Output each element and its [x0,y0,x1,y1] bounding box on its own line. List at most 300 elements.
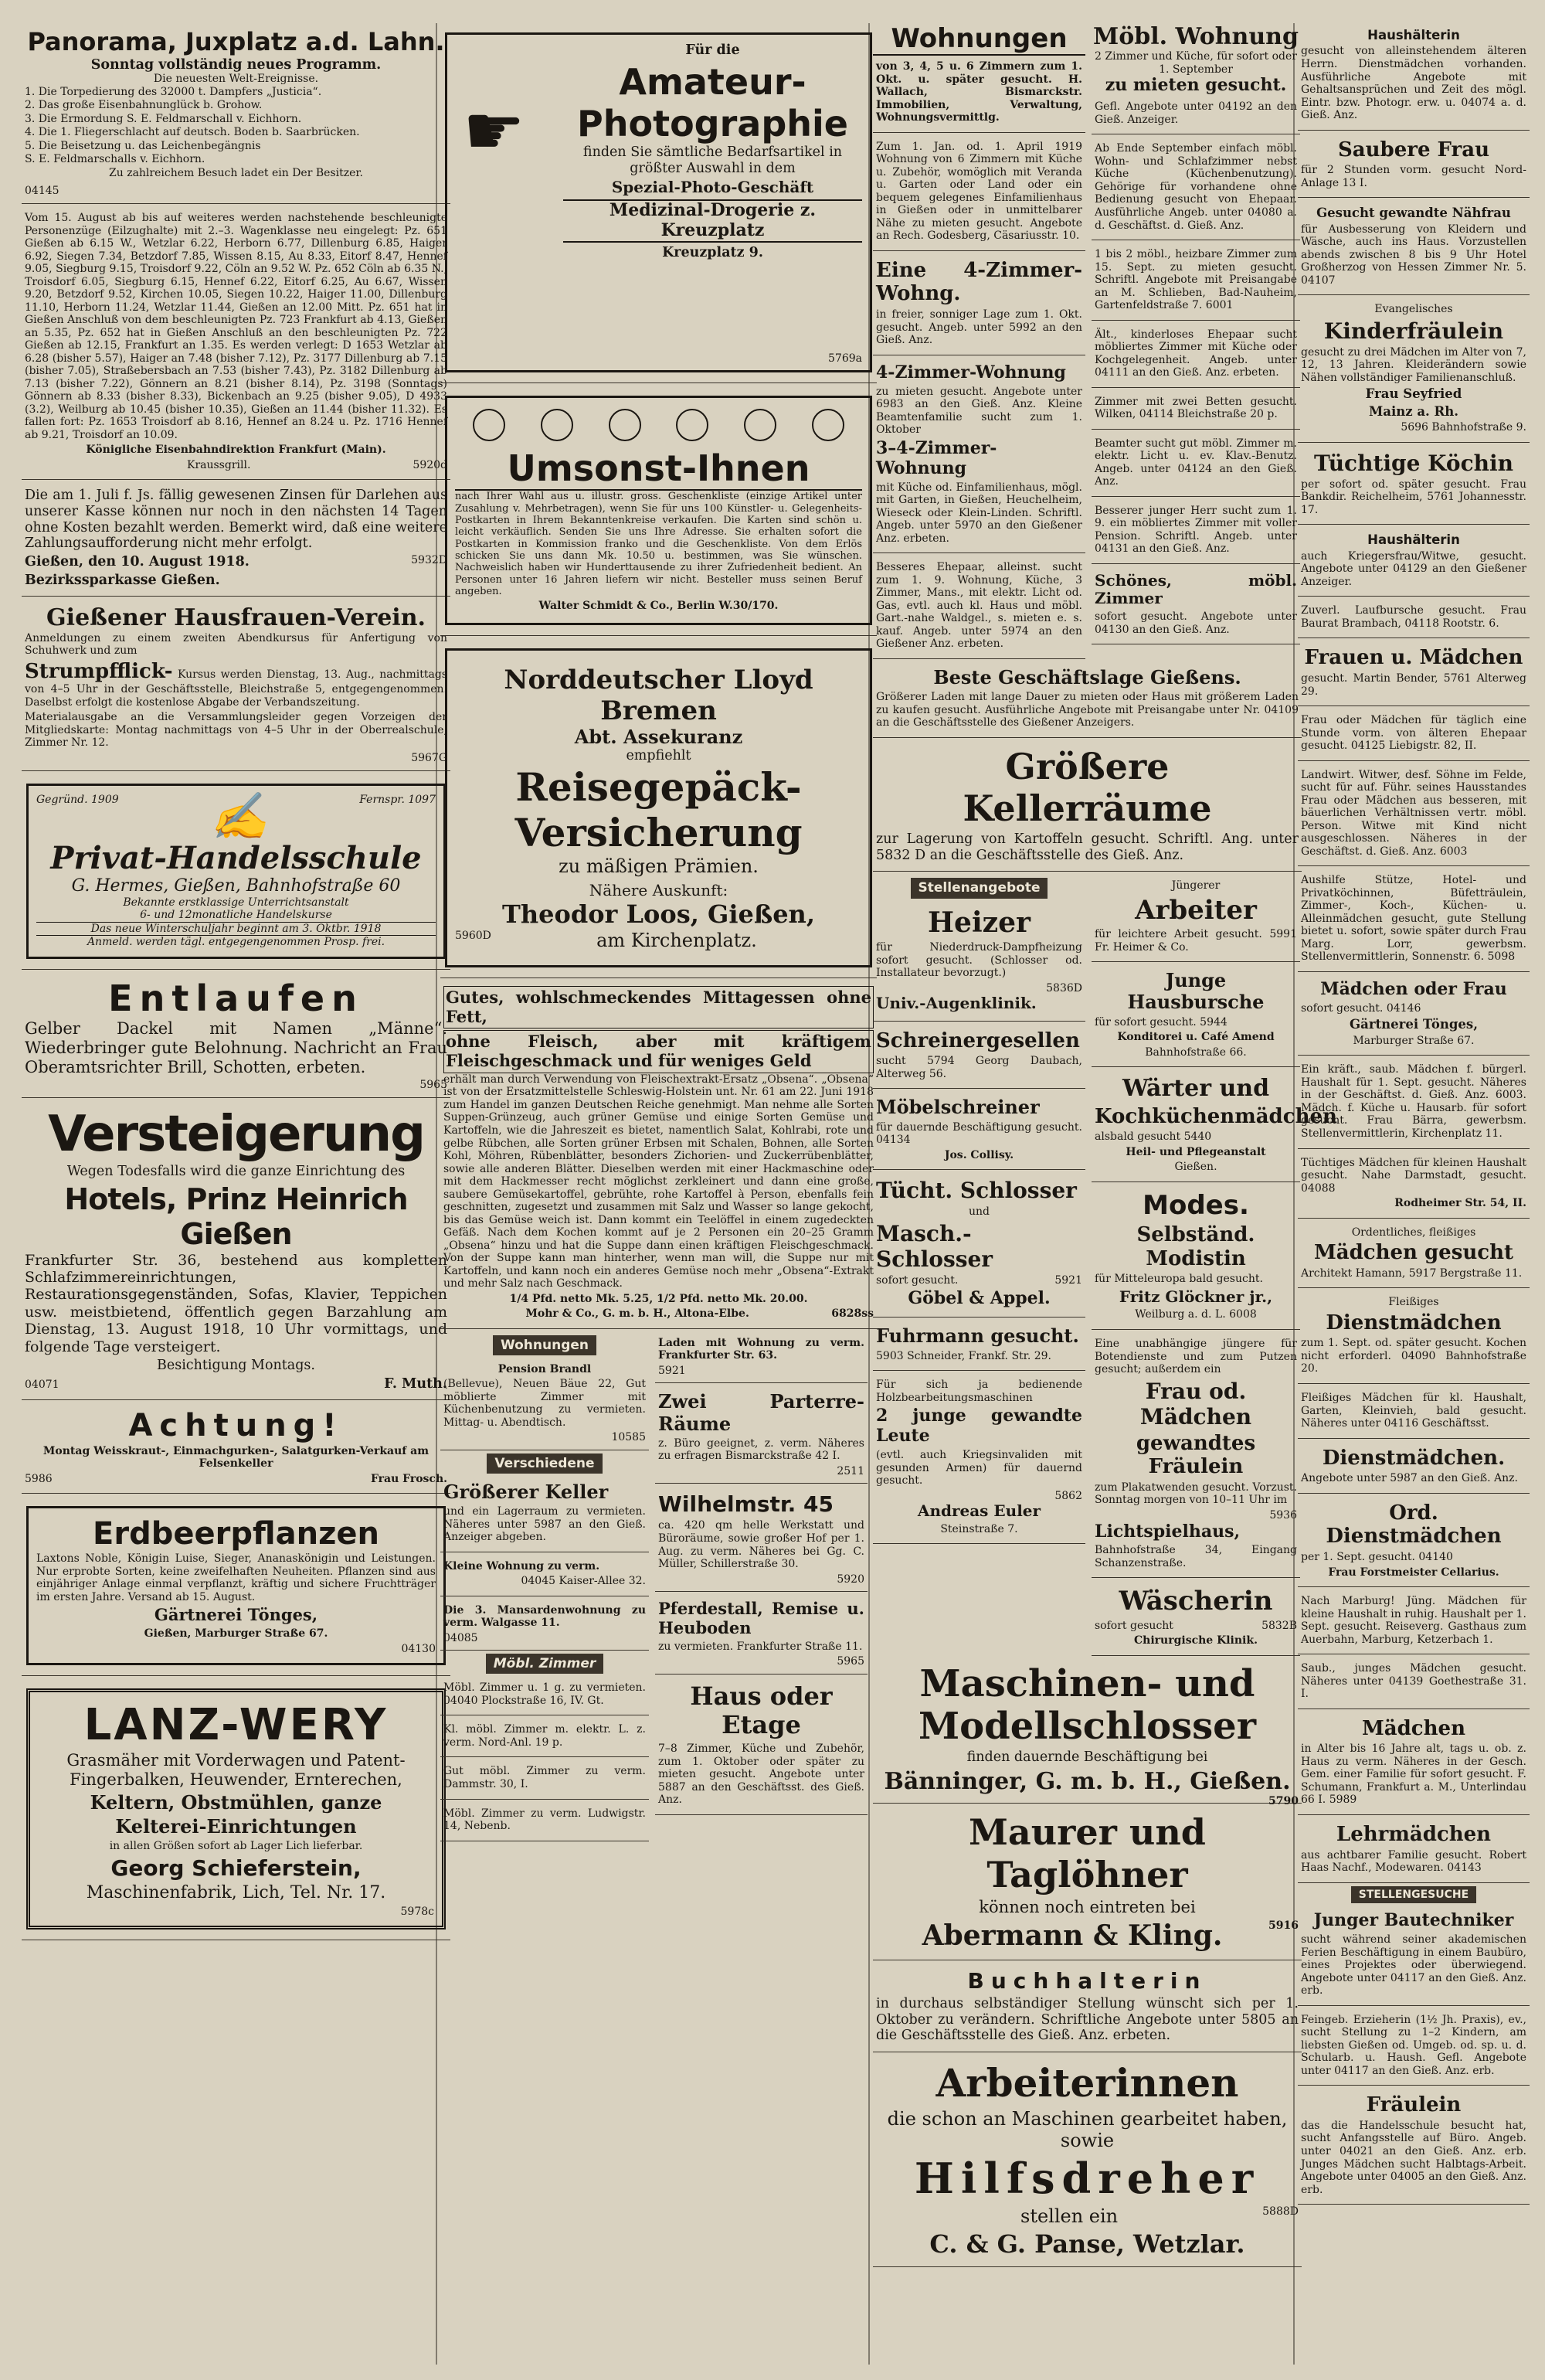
ad-title: Maschinen- und [919,1661,1255,1705]
ad-frau-stunde [1298,709,1530,761]
ad-text: Gelber Dackel mit Namen „Männe“. Wiederbringer gute Belohnung. Nachricht an Frau Oberamtsrichter Brill, Schotten, erbeten. [25,1018,447,1076]
ad-ref: 5862 [1054,1489,1082,1502]
ad-achtung [22,1403,450,1494]
ad-entlaufen [22,973,450,1098]
ad-maurer [873,1807,1302,1960]
ad-text: gesucht von alleinstehendem älteren Herrn. Dienstmädchen vorhanden. Ausführliche Angebote mit Gehaltsansprüchen und Zeit des mögl. Eintr. bzw. Photogr. erw. u. 04074 a. d. Gieß. Anz. [1301,45,1526,122]
ad-text: Ein kräft., saub. Mädchen f. bürgerl. Haushalt für 1. Sept. gesucht. Näheres in der Geschäftst. d. Gieß. Anz. 6003. Mädch. f. Küche u. Hausarb. für sofort gesucht. Frau Bärra, gewerbsm. Stellenvermittlerin, Kirchenplatz 11. [1301,1063,1526,1140]
ad-text: ca. 420 qm helle Werkstatt und Büroräume, sowie großer Hof per 1. Aug. zu verm. Näheres bei Gg. C. Müller, Schillerstraße 30. [658,1519,864,1571]
ad-title: Kleine Wohnung zu verm. [443,1559,600,1572]
ad-text: finden dauernde Beschäftigung bei [966,1749,1208,1766]
ad-arbeiterinnen [873,2055,1302,2267]
column-3 [873,23,1337,2365]
ad-text: können noch eintreten bei [979,1897,1196,1916]
ad-title: Buchhalterin [967,1968,1207,1994]
ad-wohnung [1092,324,1300,388]
ad-sign: Abermann & Kling. [922,1919,1223,1952]
ad-text: Besseres Ehepaar, alleinst. sucht zum 1. 9. Wohnung, Küche, 3 Zimmer, Mans., mit elektr. Licht od. Gas, evtl. auch kl. Haus und möbl. Gart.-nahe Waldgel., s. mieten e. s. kauf. Angeb. unter 5974 an den Gießener Anz. erbeten. [876,561,1082,651]
ad-text: Gießen. [1174,1161,1217,1174]
ad-text: zu mieten gesucht. Angebote unter 6983 an den Gieß. Anz. Kleine Beamtenfamilie sucht zum 1. Oktober [876,385,1082,437]
ad-schreiner [873,1025,1085,1090]
ad-text: Fleißiges Mädchen für kl. Haushalt, Garten, Kleinvieh, bald gesucht. Näheres unter 04116 Geschäftsst. [1301,1392,1526,1430]
ad-handelsschule [22,774,450,970]
purse-icon [609,409,641,441]
ad-date: Gießen, den 10. August 1918. [25,554,250,570]
ad-title: Saubere Frau [1338,138,1489,162]
ad-text: Beamter sucht gut möbl. Zimmer m. elektr. Licht u. ev. Klav.-Benutz. Angeb. unter 04124 an den Gieß. Anz. [1095,437,1297,488]
section-header: Stellenangebote [911,878,1048,898]
ad-sign: Gärtnerei Tönges, [1350,1017,1478,1032]
ad-text: Nähere Auskunft: [589,881,728,900]
necklace-icon [812,409,844,441]
ad-title: Modes. [1143,1189,1249,1221]
ad-frau-maedchen [1092,1333,1300,1578]
ad-title: Pension Brandl [497,1362,592,1375]
ad-text: Zuverl. Laufbursche gesucht. Frau Baurat Brambach, 04118 Rootstr. 6. [1301,604,1526,630]
ad-buchhalterin [873,1964,1302,2052]
ad-text: für sofort gesucht. 5944 [1095,1015,1228,1028]
ad-text: Abt. Assekuranz [574,725,743,748]
ad-title: Reisegepäck- [515,763,802,810]
ad-title: Modellschlosser [919,1705,1256,1749]
ad-wohnung [873,254,1085,355]
ad-holz [873,1374,1085,1544]
ad-text: Laxtons Noble, Königin Luise, Sieger, Ananaskönigin und Leistungen. Nur erprobte Sorten, keine zweifelhaften Neuheiten. Pflanzen sind aus einjähriger Anlage einmal verpflanzt, kräftig und sichere Fruchtträger im ersten Jahre. Versand ab 15. August. [36,1552,436,1603]
ad-text: sofort gesucht. [876,1273,959,1287]
ad-title: Größere Kellerräume [963,745,1212,829]
ad-title: Frauen u. Mädchen [1304,646,1523,670]
ad-sign: Mohr & Co., G. m. b. H., Altona-Elbe. [525,1307,749,1321]
ad-text: in durchaus selbständiger Stellung wünscht sich per 1. Oktober zu verändern. Schriftliche Angebote unter 5805 an die Geschäftsstelle des Gieß. Anz. erbeten. [876,1996,1299,2044]
ad-title: Arbeiterinnen [935,2059,1239,2106]
ad-heizer [873,902,1085,1022]
ad-moebl-zimmer [440,1677,649,1715]
ad-sign: Mainz a. Rh. [1369,403,1458,419]
ad-text: Ält., kinderloses Ehepaar sucht möbliertes Zimmer mit Küche oder Kochgelegenheit. Angeb. unter 04111 an den Gieß. Anz. erbeten. [1095,328,1297,379]
ad-text: für 2 Stunden vorm. gesucht Nord-Anlage 13 I. [1301,164,1526,189]
ad-naehfrau [1298,201,1530,295]
ad-sign: Frau Frosch. [370,1472,447,1485]
ad-title: Maurer und Taglöhner [969,1811,1206,1896]
ad-text: Montag Weisskraut-, Einmachgurken-, Salatgurken-Verkauf am Felsenkeller [42,1444,430,1470]
ad-title: Versicherung [514,809,803,855]
ad-text: und ein Lagerraum zu vermieten. Näheres unter 5987 an den Gieß. Anzeiger abgeben. [443,1505,646,1544]
ad-text: gesucht. Martin Bender, 5761 Alterweg 29. [1301,672,1526,698]
ad-text: zum 1. Sept. od. später gesucht. Kochen nicht erforderl. 04090 Bahnhofstraße 20. [1301,1337,1526,1375]
ad-text: erhält man durch Verwendung von Fleischextrakt-Ersatz „Obsena“. „Obsena“ ist von der Ersatzmittelstelle Schleswig-Holstein unt. Nr. 61 am 22. Juni 1918 zum Handel im ganzen Deutschen Reiche genehmigt. Man nehme alle Sorten Suppen-Grünzeug, auch grüner Gemüse und einige Sorten Gemüse und Kartoffeln, wie die Jahreszeit es bietet, namentlich Salat, Kohlrabi, rote und gelbe Rübchen, alle Sorten grüner Erbsen mit Schalen, Bohnen, alle Sorten Kohl, Möhren, Rübenblätter, besonders Zichorien- und Zuckerrübenblätter, sowie alle anderen Blätter. Dieselben werden mit einer Hackmaschine oder mit dem Hackmesser recht möglichst zerkleinert und dann eine große, saubere Gemüsekartoffel, gebrühte, rohe Kartoffel à Person, ebenfalls fein geschnitten, zugesetzt und zusammen mit Salz und Wasser so lange gekocht, bis das Gemüse weich ist. Dann kommt ein Teelöffel in einem zugedeckten Gefäß. Nach dem Kochen kommt auf je 2 Personen ein 20–25 Gramm „Obsena“ hinzu und hat die Suppe dann einen kräftigen Fleischgeschmack. Von der Suppe kann man hinterher, wenn man will, die Suppe nur mit Kartoffeln, und kann noch ein anderes Gemüse noch mehr „Obsena“-Extrakt und mehr Salz nach Geschmack. [443,1073,874,1290]
ad-text: Möbl. Zimmer zu verm. Ludwigstr. 14, Nebenb. [443,1807,646,1833]
ad-keller [440,1477,649,1552]
ad-text: Vom 15. August ab bis auf weiteres werden nachstehende beschleunigte Personenzüge (Eilzughalte) mit 2.–3. Wagenklasse neu eingelegt: Pz. 651 Gießen ab 6.15 W., Wetzlar 6.22, Herborn 6.77, Dillenburg 6.85, Haiger 6.92, Siegen 7.34, Betzdorf 7.85, Wissen 8.15, Au 8.33, Eitorf 8.47, Hennef 9.05, Siegburg 9.15, Troisdorf 9.22, Cöln an 9.52 W. Pz. 652 Cöln ab 6.35 N., Troisdorf 6.05, Siegburg 6.15, Hennef 6.22, Eitorf 6.25, Au 6.67, Wissen 9.20, Betzdorf 9.52, Kirchen 10.05, Siegen 10.22, Haiger 11.00, Dillenburg 11.10, Herborn 11.24, Wetzlar 11.44, Gießen an 12.00 Mitt. Pz. 651 hat in Gießen Anschluß von dem beschleunigten Pz. 723 Frankfurt ab 4.13, Gießen an 5.35, Pz. 652 hat in Gießen Anschluß an den beschleunigten Pz. 722 Gießen ab 12.15, Frankfurt an 1.35. Es werden verlegt: D 1653 Wetzlar ab 6.28 (bisher 5.57), Haiger an 7.48 (bisher 7.12), Pz. 3177 Dillenburg ab 7.15 (bisher 7.05), Straßebersbach an 7.53 (bisher 7.43), Pz. 3182 Dillenburg ab 7.13 (bisher 7.22), Gönnern an 8.21 (bisher 8.14), Pz. 3198 (Sonntags) Gönnern ab 8.33 (bisher 8.33), Bickenbach an 9.25 (bisher 9.05), D 4933 (3.2), Weilburg ab 10.45 (bisher 10.35), Gießen an 11.44 (bisher 11.32). Es fallen fort: Pz. 1653 Troisdorf ab 8.16, Hennef an 8.24 u. Pz. 1716 Hennef ab 9.21, Troisdorf an 10.09. [25,212,447,441]
ad-ref: 04085 [443,1631,478,1644]
ad-sign: Georg Schieferstein, [110,1855,362,1881]
ad-ref: 10585 [611,1431,646,1444]
ad-text: 7–8 Zimmer, Küche und Zubehör, zum 1. Oktober oder später zu mieten gesucht. Angebote unter 5887 an den Geschäftsst. des Gieß. Anz. [658,1742,864,1807]
ad-waescherin [1092,1581,1300,1655]
ad-keyword: Strumpfflick- [25,659,173,683]
ad-text: sucht während seiner akademischen Ferien Beschäftigung in einem Baubüro, eines Projektes oder überwiegend. Angebote unter 04117 an den Gieß. Anz. erb. [1301,1933,1526,1998]
ad-text: Gegründ. 1909 [36,793,119,806]
ad-title: gewandtes Fräulein [1136,1431,1256,1479]
ad-title: Größerer Keller [443,1480,609,1503]
ad-ref: 5916 [1268,1919,1299,1932]
ad-text: Nach Marburg! Jüng. Mädchen für kleine Haushalt in ruhig. Haushalt per 1. Sept. gesucht. Reiseverg. Gasthaus zum Auerbahn, Marburg, Ketzerbach 1. [1301,1595,1526,1646]
section-header: Möbl. Zimmer [486,1654,603,1674]
ad-saubere-frau [1298,134,1530,199]
ad-title: Achtung! [128,1408,344,1444]
ad-pferdestall [655,1595,868,1674]
ad-text: Tüchtiges Mädchen für kleinen Haushalt gesucht. Nahe Darmstadt, gesucht. 04088 [1301,1156,1526,1195]
ad-text: Kelterei-Einrichtungen [115,1815,357,1838]
ad-text: empfiehlt [626,748,691,764]
ad-sign: Königliche Eisenbahndirektion Frankfurt (Main). [86,444,386,457]
ad-sign: Kraussgrill. [186,458,251,471]
quill-hand-icon: ✍ [210,789,268,844]
column-1 [22,23,450,2365]
ad-title: Arbeiter [1135,895,1257,926]
ad-title: Haushälterin [1367,532,1460,548]
ad-text: Kreuzplatz 9. [662,244,763,260]
ad-eisenbahn [22,207,450,480]
ad-text: und [969,1205,990,1219]
ad-title: Fuhrmann gesucht. [876,1324,1079,1348]
ad-title: Masch.-Schlosser [876,1220,993,1272]
ad-text: Gießen, Marburger Straße 67. [144,1627,328,1640]
ad-title: Eine 4-Zimmer-Wohng. [876,258,1082,306]
ad-ref: 6828ss [831,1307,874,1321]
ad-title: Haushälterin [1367,28,1460,42]
list-item: 2. Das große Eisenbahnunglück b. Grohow. [25,99,263,112]
ad-text: Angebote unter 5987 an den Gieß. Anz. [1301,1472,1518,1485]
ad-koechin [1298,446,1530,525]
ad-text: zur Lagerung von Kartoffeln gesucht. Schriftl. Ang. unter 5832 D an die Geschäftsstelle des Gieß. Anz. [876,831,1299,863]
ad-text: z. Büro geeignet, z. verm. Näheres zu erfragen Bismarckstraße 42 I. [658,1436,864,1463]
ad-title: Erdbeerpflanzen [93,1516,379,1552]
ad-text: Anmeld. werden tägl. entgegengenommen Prosp. frei. [87,936,385,949]
ad-ref: 5888D [1262,2205,1299,2218]
ad-ref: 5790 [1268,1795,1299,1808]
ad-text: Bekannte erstklassige Unterrichtsanstalt [123,896,349,909]
ad-ref: 5965 [419,1079,447,1092]
ad-wohnung [873,556,1085,659]
ad-versteigerung [22,1101,450,1401]
ad-title: Dienstmädchen [1326,1311,1502,1334]
ad-text: Grasmäher mit Vorderwagen und Patent-Fingerbalken, Heuwender, Ernterechen, [66,1751,406,1789]
ad-laden [655,1332,868,1384]
ad-ref: 5920 [837,1572,864,1586]
pointing-hand-icon: ☛ [463,90,525,172]
ad-title: Gießener Hausfrauen-Verein. [46,604,426,632]
ad-text: 1/4 Pfd. netto Mk. 5.25, 1/2 Pfd. netto Mk. 20.00. [509,1292,808,1305]
ad-subtitle: Sonntag vollständig neues Programm. [90,56,382,73]
ad-ref: 6008 [1229,1308,1257,1321]
ad-title: Laden mit Wohnung zu verm. Frankfurter Str. 63. [658,1336,864,1362]
ad-text: Gefl. Angebote unter 04192 an den Gieß. Anzeiger. [1095,100,1297,126]
ad-title: Mädchen oder Frau [1320,978,1507,999]
ad-text: Anmeldungen zu einem zweiten Abendkursus für Anfertigung von Schuhwerk und zum [25,631,447,658]
ad-title: Hilfsdreher [914,2153,1261,2203]
ad-title: Versteigerung [48,1105,424,1163]
ad-text: Für sich ja bedienende Holzbearbeitungsmaschinen [876,1379,1082,1404]
ad-geschaeftslage [873,662,1302,738]
ad-title: Tücht. Schlosser [876,1178,1077,1204]
ad-kellerraeume [873,741,1302,872]
ad-title: Entlaufen [108,977,364,1019]
ad-lehrmaedchen [1298,1818,1530,1883]
ad-ref: 5769a [828,352,862,366]
ad-title: Mädchen gesucht [1313,1241,1514,1265]
ad-ref: 5986 [25,1472,53,1485]
ad-text: sofort gesucht [1095,1619,1173,1632]
ad-title: LANZ-WERY [83,1700,389,1751]
ad-title: Bremen [600,695,717,726]
ad-dienstmaedchen [1298,1442,1530,1494]
mandolin-icon [676,409,708,441]
ad-text: für leichtere Arbeit gesucht. 5991 Fr. Heimer & Co. [1095,928,1297,954]
ad-moebl-zimmer [440,1803,649,1841]
ad-text: zu mieten gesucht. [1105,75,1287,96]
ad-title: 3–4-Zimmer-Wohnung [876,437,997,478]
ad-maedchen [1298,1658,1530,1709]
ad-title: Lehrmädchen [1336,1822,1492,1846]
ad-wohnung [1092,96,1300,134]
list-item: 1. Die Torpedierung des 32000 t. Dampfers „Justicia“. [25,85,322,98]
ad-title: Fräulein [1366,2093,1462,2117]
ad-title: Gesucht gewandte Nähfrau [1316,206,1511,221]
list-item: 3. Die Ermordung S. E. Feldmarschall v. Eichhorn. [25,112,302,125]
ad-text: Zimmer mit zwei Betten gesucht. Wilken, 04114 Bleichstraße 20 p. [1095,395,1297,421]
ad-sparkasse [22,483,450,597]
ad-text: zum Plakatwenden gesucht. Vorzust. Sonntag morgen von 10–11 Uhr im [1095,1481,1297,1507]
ad-sign: Göbel & Appel. [908,1288,1051,1309]
ad-ref: 5936 [1269,1508,1297,1522]
ad-haushaelterin [1298,528,1530,597]
ad-text: Zu zahlreichem Besuch ladet ein Der Besitzer. [109,167,363,179]
ad-marburg [1298,1590,1530,1654]
ad-title: Mädchen [1362,1716,1465,1740]
ad-title: Amateur- [619,60,806,103]
ad-maedchen [1298,1152,1530,1219]
ad-text: Fernspr. 1097 [359,793,436,806]
ad-text: in freier, sonniger Lage zum 1. Okt. gesucht. Angeb. unter 5992 an den Gieß. Anz. [876,308,1082,347]
ad-mittagessen [440,981,877,1329]
ad-text: Wegen Todesfalls wird die ganze Einrichtung des [66,1164,406,1180]
ad-text: von 3, 4, 5 u. 6 Zimmern zum 1. Okt. u. später gesucht. H. Wallach, Bismarckstr. Immobilien, Verwaltung, Wohnungsvermittlg. [876,60,1082,124]
ad-text: für Niederdruck-Dampfheizung sofort gesucht. (Schlosser od. Installateur bevorzugt.) [876,941,1082,980]
ad-text: Materialausgabe an die Versammlungsleider gegen Vorzeigen der Mitgliedskarte: Montag nachmittags von 4–5 Uhr in der Oberrealschule, Zimmer Nr. 12. [25,711,447,750]
ad-text: Spezial-Photo-Geschäft [611,178,814,197]
ad-text: G. Hermes, Gießen, Bahnhofstraße 60 [71,876,401,896]
ad-text: Aushilfe Stütze, Hotel- und Privatköchinnen, Büfetträulein, Zimmer-, Koch-, Küchen- u. Alleinmädchen gesucht, gute Stellung bietet u. sofort, sowie später durch Frau Marg. Lorr, gewerbsm. Stellenvermittlerin, Sonnenstr. 6. 5098 [1301,874,1526,964]
ad-erdbeerpflanzen [22,1497,450,1676]
ad-title: Panorama, Juxplatz a.d. Lahn. [27,27,445,56]
ad-text: (Bellevue), Neuen Bäue 22, Gut möblierte Zimmer mit Küchenbenutzung zu vermieten. Mittag- u. Abendtisch. [443,1378,646,1429]
ad-text: Eine unabhängige jüngere für Botendienste und zum Putzen gesucht; außerdem ein [1095,1338,1297,1376]
ad-bautechniker [1298,1906,1530,2006]
ad-title: Umsonst-Ihnen [455,447,862,491]
ad-sign: C. & G. Panse, Wetzlar. [929,2229,1245,2259]
ad-ref: 04130 [401,1642,436,1655]
list-item: S. E. Feldmarschalls v. Eichhorn. [25,153,205,166]
ad-text: sucht 5794 Georg Daubach, Alterweg 56. [876,1055,1082,1080]
ad-text: Jüngerer [1171,879,1221,892]
list-item: 5. Die Beisetzung u. das Leichenbegängnis [25,139,261,152]
ad-ref: 5932D [411,554,447,567]
ad-title: Beste Geschäftslage Gießens. [933,665,1241,688]
column-4 [1298,23,1530,2365]
ad-title: Zwei Parterre-Räume [658,1390,864,1435]
ad-text: 1 bis 2 möbl., heizbare Zimmer zum 15. Sept. zu mieten gesucht. Schriftl. Angebote mit Preisangabe an M. Schlieben, Bad-Nauheim, Gartenfeldstraße 7. 6001 [1095,248,1297,312]
ad-wohnung [1092,567,1300,644]
ad-sign: Andreas Euler [917,1501,1041,1521]
ad-text: Gut möbl. Zimmer zu verm. Dammstr. 30, I. [443,1765,646,1790]
ad-dienstmaedchen [1298,1291,1530,1384]
ad-text: Die neuesten Welt-Ereignisse. [153,73,319,86]
ad-text: Feingeb. Erzieherin (1½ Jh. Praxis), ev., sucht Stellung zu 1–2 Kindern, am liebsten Gießen od. Umgeb. od. sp. u. d. Schularb. u. Haush. Gefl. Angebote unter 04117 an den Gieß. Anz. erb. [1301,2013,1526,2077]
ad-title: Schreinergesellen [876,1028,1080,1052]
ad-text: aus achtbarer Familie gesucht. Robert Haas Nachf., Modewaren. 04143 [1301,1848,1526,1875]
ad-text: in allen Größen sofort ab Lager Lich lieferbar. [109,1840,363,1853]
camera-icon [541,409,573,441]
ad-text: Landwirt. Witwer, desf. Söhne im Felde, sucht für auf. Führ. seines Hausstandes Frau oder Mädchen aus besseren, mit bäuerlichen Verhältnissen vertr. möbl. Person. Witwe mit Kind nicht ausgeschlossen. Näheres in der Geschäftst. d. Gieß. Anz. 6003 [1301,768,1526,858]
ad-ref: 5921 [1054,1273,1082,1287]
ad-text: die schon an Maschinen gearbeitet haben, sowie [887,2107,1288,2152]
ad-haus-etage [655,1678,868,1815]
ad-wohnung [873,56,1085,133]
ad-sign: Walter Schmidt & Co., Berlin W.30/170. [538,600,779,613]
ad-schlosser [873,1173,1085,1318]
ad-text: Kursus werden Dienstag, 13. Aug., nachmittags von 4–5 Uhr in der Geschäftsstelle, Bleichstraße 5, entgegengenommen. Daselbst erfolgt die kostenlose Abgabe der Verbandszeitung. [25,668,447,709]
ad-text: alsbald gesucht 5440 [1095,1130,1212,1144]
ad-stellenvermittlung [1298,869,1530,972]
ad-fuhrmann [873,1321,1085,1371]
ad-sign: Theodor Loos, Gießen, [502,899,815,929]
ad-title: Photographie [577,102,848,144]
ad-text: für dauernde Beschäftigung gesucht. 04134 [876,1120,1082,1147]
ad-landwirt [1298,764,1530,867]
ad-text: das die Handelsschule besucht hat, sucht Anfangsstelle auf Büro. Angeb. unter 04021 an den Gieß. Anz. erb. Junges Mädchen sucht Halbtags-Arbeit. Angebote unter 04005 an den Gieß. Anz. erb. [1301,2119,1526,2196]
ad-sign: Frau Forstmeister Cellarius. [1328,1566,1499,1579]
ad-maedchen [1298,1712,1530,1815]
ad-title: Möbelschreiner [876,1096,1040,1119]
ad-umsonst [440,386,877,636]
watch-icon [473,409,505,441]
ad-ref: 5920d [413,458,447,471]
ad-sign: Heil- und Pflegeanstalt [1126,1145,1266,1158]
ad-text: 6- und 12monatliche Handelskurse [140,909,332,922]
ad-text: Rodheimer Str. 54, II. [1394,1197,1526,1210]
ring-icon [744,409,776,441]
ad-ref: 5836D [1046,981,1082,994]
list-item: 4. Die 1. Fliegerschlacht auf deutsch. Boden b. Saarbrücken. [25,126,360,139]
ad-maedchen-frau [1298,975,1530,1056]
ad-title: Junger Bautechniker [1313,1910,1514,1931]
ad-title: Pferdestall, Remise u. Heuboden [658,1599,864,1637]
ad-text: Frankfurter Str. 36, bestehend aus kompletten Schlafzimmereinrichtungen, Restaurationsgegenständen, Sofas, Klavier, Teppichen usw. meistbietend, öffentlich gegen Barzahlung am Dienstag, 13. August 1918, 10 Uhr vormittags, und folgende Tage versteigert. [25,1251,447,1355]
ad-text: 2 Zimmer und Küche, für sofort oder 1. September [1095,50,1297,76]
ad-kleine-wohnung [440,1556,649,1596]
ad-text: Weilburg a. d. L. [1135,1308,1226,1321]
ad-sign: Frau Seyfried [1365,386,1462,402]
ad-ref: 5978c [400,1905,434,1918]
ad-title: 4-Zimmer-Wohnung [876,362,1066,382]
ad-text: Möbl. Zimmer u. 1 g. zu vermieten. 04040 Plockstraße 16, IV. Gt. [443,1681,646,1707]
ad-text: Besichtigung Montags. [157,1358,315,1374]
ad-sign: Bezirkssparkasse Gießen. [25,572,220,588]
ad-hausfrauenverein [22,600,450,770]
ad-maedchen-gesucht [1298,1222,1530,1289]
ad-text: Saub., junges Mädchen gesucht. Näheres unter 04139 Goethestraße 31. I. [1301,1662,1526,1701]
ad-text: zu vermieten. Frankfurter Straße 11. [658,1640,863,1653]
ad-text: für Mitteleuropa bald gesucht. [1095,1273,1263,1286]
ad-sign: F. Muth. [384,1375,447,1392]
ad-text: sofort gesucht. Angebote unter 04130 an den Gieß. Anz. [1095,610,1297,636]
ad-moebl-zimmer [440,1719,649,1757]
ad-text: Frau oder Mädchen für täglich eine Stunde vorm. von älteren Ehepaar gesucht. 04125 Liebigstr. 82, II. [1301,714,1526,753]
ad-text: Ordentliches, fleißiges [1351,1226,1476,1239]
ad-text: Evangelisches [1374,303,1453,316]
ad-frauen-maedchen [1298,641,1530,706]
ad-text: Zum 1. Jan. od. 1. April 1919 Wohnung von 6 Zimmern mit Küche u. Zubehör, womöglich mit Veranda u. Garten oder Land oder ein bequem gelegenes Einfamilienhaus in Gießen oder in unmittelbarer Nähe zu mieten gesucht. Angebote an Rech. Godesberg, Cäsariusstr. 10. [876,140,1082,243]
ad-title: Frau od. Mädchen [1139,1378,1252,1430]
ad-erzieherin [1298,2009,1530,2086]
ad-text: sofort gesucht. 04146 [1301,1001,1421,1015]
ad-lloyd [440,639,877,978]
ad-wohnung [1092,391,1300,430]
ad-hausbursche [1092,965,1300,1067]
ad-text: stellen ein [1020,2205,1119,2228]
ad-text: in Alter bis 16 Jahre alt, tags u. ob. z. Haus zu verm. Näheres in der Gesch. Gem. einer Familie für sofort gesucht. F. Schumann, Frankfurt a. M., Unterlindau 66 I. 5989 [1301,1742,1526,1807]
ad-text: auch Kriegersfrau/Witwe, gesucht. Angebote unter 04129 an den Gießener Anzeiger. [1301,549,1526,588]
ad-title: Wilhelmstr. 45 [658,1491,834,1518]
ad-parterre [655,1386,868,1484]
ad-maedchen [1298,1059,1530,1148]
ad-wohnung [1092,500,1300,564]
ad-wohnung [873,359,1085,554]
ad-moebl-zimmer [440,1760,649,1799]
ad-haushaelterin [1298,23,1530,131]
ad-lanz-wery [22,1679,450,1940]
ad-sign: Konditorei u. Café Amend [1117,1031,1275,1044]
ad-text: Maschinenfabrik, Lich, Tel. Nr. 17. [86,1882,386,1902]
ad-laufbursche [1298,600,1530,638]
ad-text: Fleißiges [1388,1296,1439,1309]
ad-wilhelmstrasse [655,1487,868,1592]
ad-mansarde [440,1600,649,1651]
ad-text: Kl. möbl. Zimmer m. elektr. L. z. verm. Nord-Anl. 19 p. [443,1723,646,1749]
ad-wohnung [1092,243,1300,321]
ad-maschinenschlosser [873,1659,1302,1808]
ad-text: Bahnhofstraße 66. [1145,1046,1247,1059]
ad-text: Marburger Straße 67. [1353,1034,1475,1047]
ad-maedchen [1298,1387,1530,1439]
ad-wohnung [1092,433,1300,497]
ad-text: 04045 Kaiser-Allee 32. [521,1575,646,1588]
ad-title: 2 junge gewandte Leute [876,1406,1082,1447]
ad-ref: 04071 [25,1378,59,1391]
ad-title: Junge Hausbursche [1127,969,1265,1014]
ad-title: Wärter und [1122,1075,1270,1103]
ad-ref: 04145 [25,184,59,197]
column-2 [440,23,877,2365]
ad-text: Für die [685,42,740,58]
ad-dienstmaedchen [1298,1497,1530,1587]
ad-title: Kochküchenmädchen [1095,1104,1337,1128]
ad-text: per sofort od. später gesucht. Frau Bankdir. Reichelheim, 5761 Johannesstr. 17. [1301,478,1526,516]
ad-ref: 5832B [1261,1619,1297,1632]
ad-text: Medizinal-Drogerie z. Kreuzplatz [563,199,862,243]
ad-title: Kinderfräulein [1323,318,1504,344]
